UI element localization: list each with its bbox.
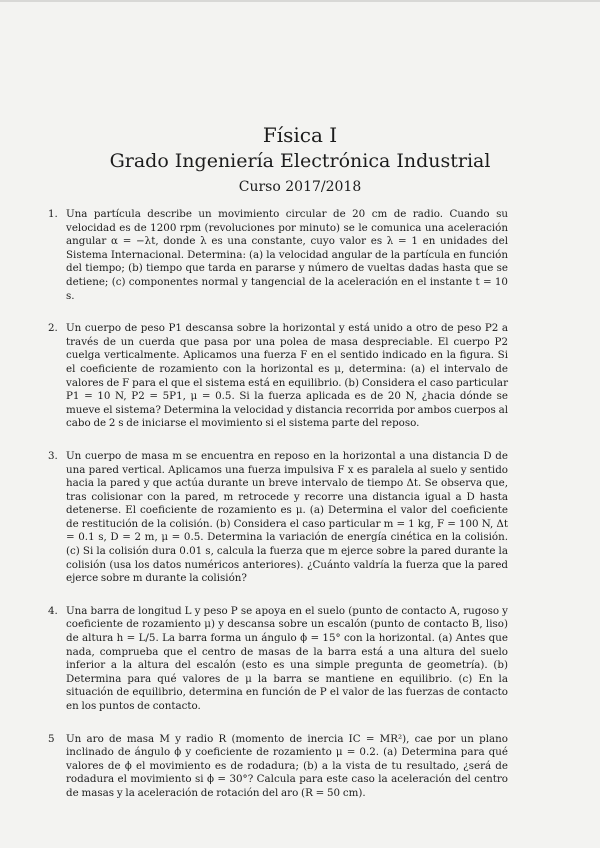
problem-item [48, 733, 508, 801]
document-title: Física I [262, 123, 338, 147]
problem-number: 1. [48, 208, 58, 220]
problem-item [48, 450, 508, 586]
problem-item [48, 605, 508, 714]
problem-text: Una partícula describe un movimiento circular de 20 cm de radio. Cuando su velocidad es de 1200 rpm (revoluciones por minuto) se le comunica una aceleración angular α = −λt, donde λ es una constante, cuyo valor es λ = 1 en unidades del Sistema Internacional. Determina: (a) la velocidad angular de la partícula en función del tiempo; (b) tiempo que tarda en pararse y número de vueltas dadas hasta que se detiene; (c) componentes normal y tangencial de la aceleración en el instante t = 10 s. [66, 208, 508, 302]
problem-text: Un cuerpo de masa m se encuentra en reposo en la horizontal a una distancia D de una pared vertical. Aplicamos una fuerza impulsiva F x es paralela al suelo y sentido hacia la pared y que actúa durante un breve intervalo de tiempo Δt. Se observa que, tras colisionar con la pared, m retrocede y recorre una distancia igual a D hasta detenerse. El coeficiente de rozamiento es μ. (a) Determina el valor del coeficiente de restitución de la colisión. (b) Considera el caso particular m = 1 kg, F = 100 N, Δt = 0.1 s, D = 2 m, μ = 0.5. Determina la variación de energía cinética en la colisión. (c) Si la colisión dura 0.01 s, calcula la fuerza que m ejerce sobre la pared durante la colisión (usa los datos numéricos anteriores). ¿Cuánto valdría la fuerza que la pared ejerce sobre m durante la colisión? [66, 449, 508, 585]
degree-name: Grado Ingeniería Electrónica Industrial [109, 150, 491, 172]
problem-number: 4. [48, 604, 58, 617]
document-header [0, 123, 600, 196]
problem-number: 5 [48, 732, 55, 745]
course-year: Curso 2017/2018 [238, 179, 362, 195]
problem-text: Un cuerpo de peso P1 descansa sobre la horizontal y está unido a otro de peso P2 a través de un cuerda que pasa por una polea de masa despreciable. El cuerpo P2 cuelga verticalmente. Aplicamos una fuerza F en el sentido indicado en la figura. Si el coeficiente de rozamiento con la horizontal es μ, determina: (a) el intervalo de valores de F para el que el sistema está en equilibrio. (b) Considera el caso particular P1 = 10 N, P2 = 5P1, μ = 0.5. Si la fuerza aplicada es de 20 N, ¿hacia dónde se mueve el sistema? Determina la velocidad y distancia recorrida por ambos cuerpos al cabo de 2 s de iniciarse el movimiento si el sistema parte del reposo. [66, 322, 508, 430]
problem-number: 2. [48, 322, 58, 335]
problem-number: 3. [48, 449, 58, 462]
problem-text: Un aro de masa M y radio R (momento de inercia IC = MR²), cae por un plano inclinado de ángulo ϕ y coeficiente de rozamiento μ = 0.2. (a) Determina para qué valores de ϕ el movimiento es de rodadura; (b) a la vista de tu resultado, ¿será de rodadura el movimiento si ϕ = 30°? Calcula para este caso la aceleración del centro de masas y la aceleración de rotación del aro (R = 50 cm). [66, 732, 508, 799]
scan-edge-shadow [0, 0, 600, 2]
problem-item [48, 322, 508, 431]
problem-text: Una barra de longitud L y peso P se apoya en el suelo (punto de contacto A, rugoso y coeficiente de rozamiento μ) y descansa sobre un escalón (punto de contacto B, liso) de altura h = L/5. La barra forma un ángulo ϕ = 15° con la horizontal. (a) Antes que nada, comprueba que el centro de masas de la barra está a una altura del suelo inferior a la altura del escalón (esto es una simple pregunta de geometría). (b) Determina para qué valores de μ la barra se mantiene en equilibrio. (c) En la situación de equilibrio, determina en función de P el valor de las fuerzas de contacto en los puntos de contacto. [66, 604, 508, 712]
problem-list [48, 208, 508, 820]
problem-item [48, 208, 508, 303]
